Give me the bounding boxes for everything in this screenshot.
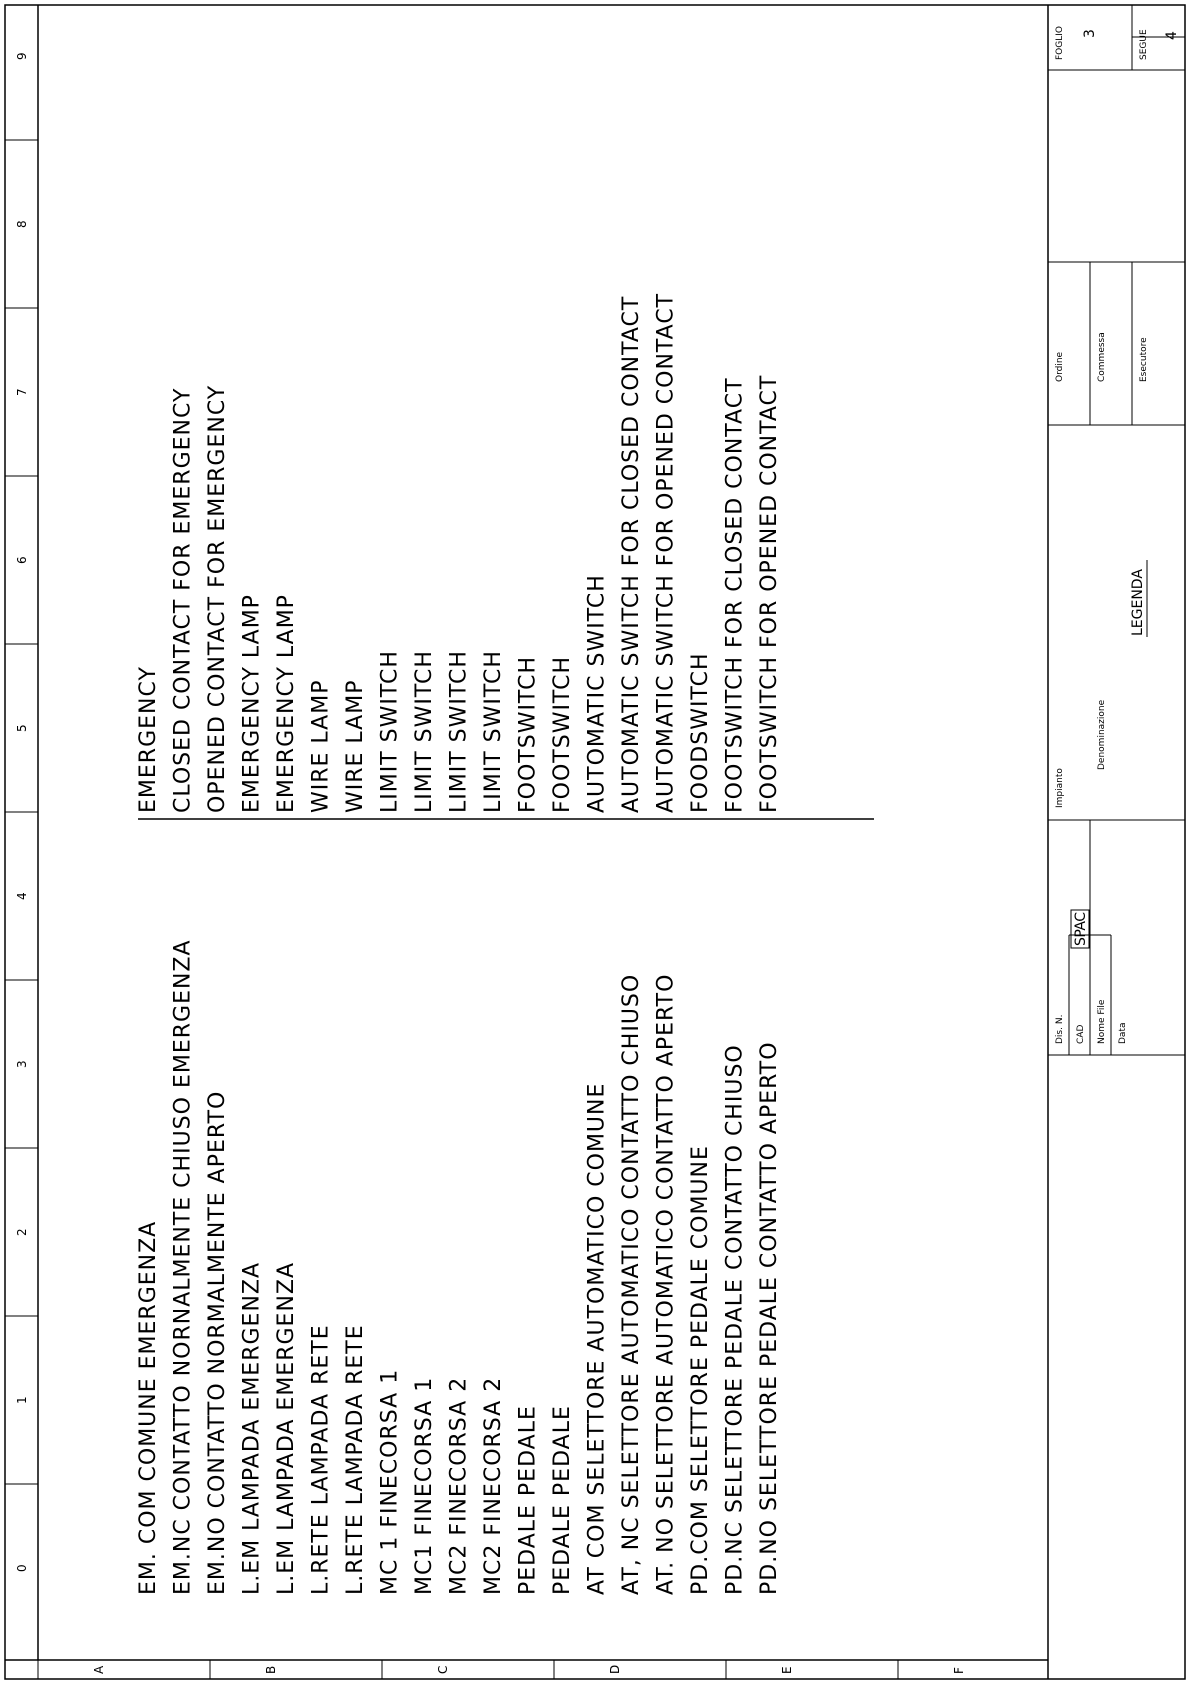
dis-n-label: Dis. N. xyxy=(1055,1014,1065,1044)
legend-code-line: PD.NO SELETTORE PEDALE CONTATTO APERTO xyxy=(757,1041,782,1595)
legend-translation-line: FOOTSWITCH xyxy=(550,656,575,813)
esecutore-label: Esecutore xyxy=(1139,337,1149,382)
legend-translation-line: AUTOMATIC SWITCH FOR OPENED CONTACT xyxy=(653,292,679,813)
segue-label: SEGUE xyxy=(1139,29,1149,60)
legend-code-line: L.EM LAMPADA EMERGENZA xyxy=(239,1261,265,1595)
column-number: 5 xyxy=(15,724,29,732)
column-ruler xyxy=(5,52,38,1572)
legend-codes-column xyxy=(136,939,782,1595)
legend-translation-line: WIRE LAMP xyxy=(343,679,368,813)
legend-translation-line: LIMIT SWITCH xyxy=(446,650,472,813)
segue-value: 4 xyxy=(1164,31,1180,40)
column-number: 3 xyxy=(15,1060,29,1068)
legend-code-line: L.RETE LAMPADA RETE xyxy=(343,1324,368,1595)
column-number: 6 xyxy=(15,556,29,564)
legend-translation-line: EMERGENCY LAMP xyxy=(274,594,299,813)
legend-translation-line: FOOTSWITCH FOR CLOSED CONTACT xyxy=(722,377,748,813)
legend-translation-line: LIMIT SWITCH xyxy=(481,650,506,813)
legend-translation-line: AUTOMATIC SWITCH FOR CLOSED CONTACT xyxy=(619,295,644,813)
foglio-value: 3 xyxy=(1082,29,1098,38)
row-letter: A xyxy=(92,1665,106,1674)
legend-code-line: AT, NC SELETTORE AUTOMATICO CONTATTO CHIUSO xyxy=(619,973,644,1595)
data-label: Data xyxy=(1118,1022,1128,1044)
legend-translation-line: EMERGENCY xyxy=(136,666,161,813)
ordine-label: Ordine xyxy=(1055,351,1065,382)
nome-file-label: Nome File xyxy=(1097,999,1107,1044)
legend-translations-column xyxy=(136,293,782,813)
legend-code-line: MC2 FINECORSA 2 xyxy=(446,1376,472,1595)
legend-code-line: PEDALE PEDALE xyxy=(515,1405,541,1595)
denominazione-value: LEGENDA xyxy=(1130,569,1146,636)
impianto-label: Impianto xyxy=(1055,768,1065,808)
row-letter: E xyxy=(780,1666,794,1674)
commessa-label: Commessa xyxy=(1097,332,1107,382)
row-letter: C xyxy=(436,1665,450,1674)
legend-code-line: AT. NO SELETTORE AUTOMATICO CONTATTO APERTO xyxy=(653,973,679,1595)
legend-code-line: L.EM LAMPADA EMERGENZA xyxy=(274,1261,299,1595)
legend-code-line: EM.NO CONTATTO NORMALMENTE APERTO xyxy=(205,1090,230,1595)
row-letter: F xyxy=(952,1667,966,1674)
legend-code-line: AT COM SELETTORE AUTOMATICO COMUNE xyxy=(584,1082,610,1595)
legend-translation-line: OPENED CONTACT FOR EMERGENCY xyxy=(205,384,230,813)
legend-translation-line: LIMIT SWITCH xyxy=(377,650,403,813)
cad-value: SPAC xyxy=(1073,912,1089,946)
denominazione-label: Denominazione xyxy=(1097,699,1107,770)
column-number: 2 xyxy=(15,1228,29,1236)
legend-code-line: PEDALE PEDALE xyxy=(550,1405,575,1595)
legend-code-line: PD.COM SELETTORE PEDALE COMUNE xyxy=(688,1145,713,1595)
legend-translation-line: AUTOMATIC SWITCH xyxy=(584,574,610,813)
legend-translation-line: LIMIT SWITCH xyxy=(412,650,437,813)
legend-code-line: MC1 FINECORSA 1 xyxy=(412,1376,437,1595)
legend-translation-line: FOODSWITCH xyxy=(688,652,713,813)
row-letter: D xyxy=(608,1664,622,1674)
column-number: 1 xyxy=(15,1396,29,1404)
legend-code-line: EM.NC CONTATTO NORNALMENTE CHIUSO EMERGENZA xyxy=(170,939,196,1595)
row-ruler xyxy=(92,1660,966,1679)
legend-translation-line: CLOSED CONTACT FOR EMERGENCY xyxy=(170,387,196,813)
legend-code-line: PD.NC SELETTORE PEDALE CONTATTO CHIUSO xyxy=(722,1044,748,1595)
legend-code-line: EM. COM COMUNE EMERGENZA xyxy=(136,1220,161,1595)
cad-label: CAD xyxy=(1076,1024,1086,1044)
column-number: 0 xyxy=(15,1564,29,1572)
legend-code-line: MC2 FINECORSA 2 xyxy=(481,1376,506,1595)
title-block xyxy=(1048,5,1185,1679)
foglio-label: FOGLIO xyxy=(1055,26,1065,60)
legend-translation-line: WIRE LAMP xyxy=(308,679,334,813)
row-letter: B xyxy=(264,1665,278,1674)
legend-translation-line: FOOTSWITCH xyxy=(515,656,541,813)
legend-translation-line: EMERGENCY LAMP xyxy=(239,594,265,813)
column-number: 7 xyxy=(15,388,29,396)
legend-code-line: L.RETE LAMPADA RETE xyxy=(308,1324,334,1595)
legend-code-line: MC 1 FINECORSA 1 xyxy=(377,1368,403,1595)
column-number: 4 xyxy=(15,892,29,900)
column-number: 8 xyxy=(15,220,29,228)
legend-translation-line: FOOTSWITCH FOR OPENED CONTACT xyxy=(757,374,782,813)
column-number: 9 xyxy=(15,52,29,60)
